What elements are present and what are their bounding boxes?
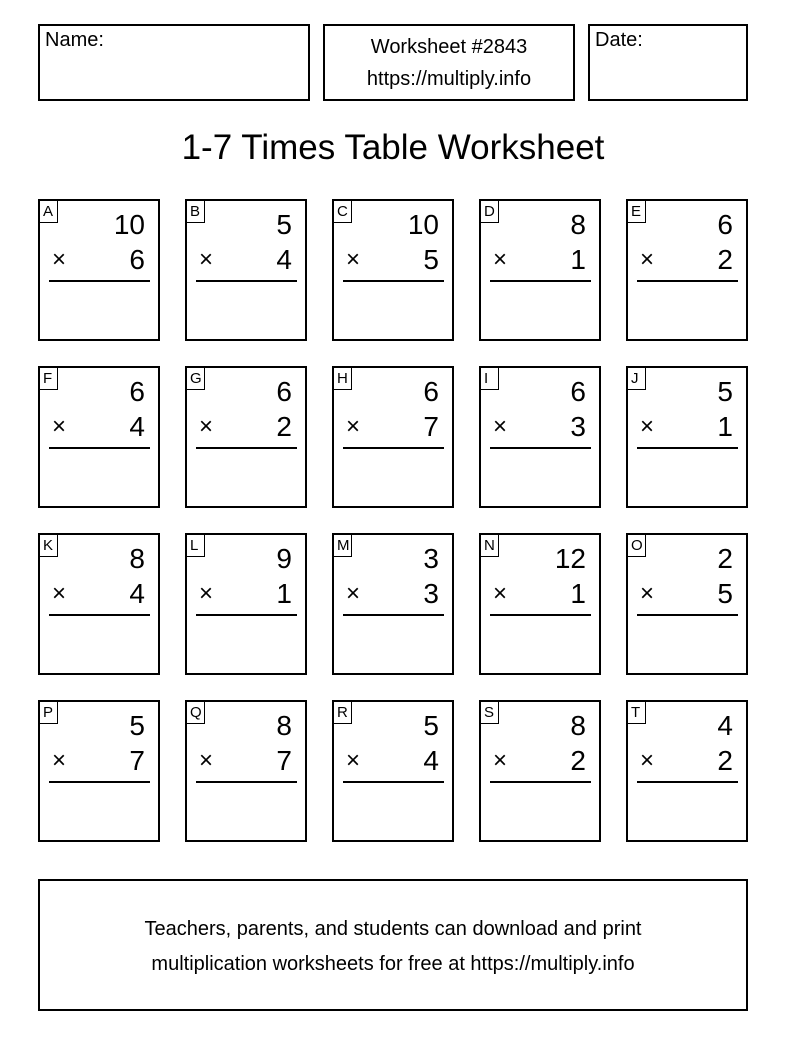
worksheet-url: https://multiply.info [366,68,532,90]
multiplier: 7 [423,411,439,442]
multiplier: 5 [423,244,439,275]
multiplier: 2 [276,411,292,442]
multiplier: 7 [129,745,145,776]
problem-card[interactable] [626,533,748,675]
answer-line [196,447,297,449]
problem-card[interactable] [332,533,454,675]
problem-label: S [480,701,499,724]
answer-line [343,280,444,282]
problem-card[interactable] [479,366,601,508]
multiply-sign: × [493,246,508,273]
answer-line [490,614,591,616]
problem-card[interactable] [626,199,748,341]
answer-line [49,781,150,783]
multiply-sign: × [493,413,508,440]
answer-line [637,781,738,783]
answer-line [490,280,591,282]
answer-line [637,614,738,616]
multiplier: 2 [717,745,733,776]
multiplier: 1 [276,578,292,609]
multiplicand: 3 [423,543,439,574]
problem-card[interactable] [185,199,307,341]
problem-card[interactable] [38,366,160,508]
multiplier: 6 [129,244,145,275]
problem-label: M [333,534,352,557]
answer-line [49,280,150,282]
answer-line [49,447,150,449]
multiply-sign: × [199,413,214,440]
problem-label: O [627,534,646,557]
multiplicand: 10 [407,209,439,240]
problem-card[interactable] [38,199,160,341]
problem-card[interactable] [479,700,601,842]
problem-label: T [627,701,646,724]
problem-label: N [480,534,499,557]
answer-line [637,447,738,449]
multiply-sign: × [640,413,655,440]
multiplier: 1 [570,578,586,609]
problem-label: H [333,367,352,390]
answer-line [343,781,444,783]
problem-card[interactable] [479,533,601,675]
footer-box [38,879,748,1011]
multiplier: 4 [276,244,292,275]
problem-label: R [333,701,352,724]
problem-card[interactable] [479,199,601,341]
multiplicand: 6 [423,376,439,407]
problem-card[interactable] [626,700,748,842]
multiplicand: 9 [276,543,292,574]
multiplier: 1 [717,411,733,442]
footer-text-line-1: Teachers, parents, and students can download and print [144,918,642,940]
answer-line [196,280,297,282]
date-label: Date: [595,29,643,51]
multiplicand: 2 [717,543,733,574]
multiply-sign: × [199,580,214,607]
problem-card[interactable] [38,700,160,842]
answer-line [196,781,297,783]
problem-label: F [39,367,58,390]
multiply-sign: × [52,246,67,273]
multiplier: 3 [423,578,439,609]
problem-card[interactable] [332,366,454,508]
answer-line [343,614,444,616]
problem-card[interactable] [185,533,307,675]
answer-line [637,280,738,282]
problem-label: K [39,534,58,557]
problem-card[interactable] [332,199,454,341]
footer-text-line-2: multiplication worksheets for free at https://multiply.info [151,953,635,975]
multiplier: 4 [129,578,145,609]
multiplicand: 8 [570,710,586,741]
multiplier: 1 [570,244,586,275]
worksheet-number: Worksheet #2843 [370,36,528,58]
answer-line [490,447,591,449]
problem-label: C [333,200,352,223]
multiply-sign: × [346,580,361,607]
multiplier: 4 [423,745,439,776]
multiplicand: 12 [554,543,586,574]
problem-label: D [480,200,499,223]
multiply-sign: × [199,747,214,774]
multiplicand: 6 [570,376,586,407]
problem-label: J [627,367,646,390]
problem-label: I [480,367,499,390]
multiplicand: 6 [129,376,145,407]
multiplier: 4 [129,411,145,442]
answer-line [49,614,150,616]
problem-label: Q [186,701,205,724]
multiplier: 5 [717,578,733,609]
multiply-sign: × [346,413,361,440]
multiplier: 7 [276,745,292,776]
multiply-sign: × [640,747,655,774]
answer-line [343,447,444,449]
answer-line [196,614,297,616]
problem-label: L [186,534,205,557]
multiplicand: 8 [129,543,145,574]
problem-label: E [627,200,646,223]
multiplicand: 10 [113,209,145,240]
date-field-box[interactable] [588,24,748,101]
multiplier: 2 [570,745,586,776]
problem-card[interactable] [332,700,454,842]
problem-label: A [39,200,58,223]
problem-label: G [186,367,205,390]
multiply-sign: × [52,413,67,440]
multiplicand: 6 [276,376,292,407]
multiply-sign: × [52,580,67,607]
name-label: Name: [45,29,104,51]
multiplicand: 5 [276,209,292,240]
multiply-sign: × [346,246,361,273]
multiplicand: 8 [570,209,586,240]
multiplicand: 5 [129,710,145,741]
multiply-sign: × [640,580,655,607]
name-field-box[interactable] [38,24,310,101]
problem-label: P [39,701,58,724]
problem-card[interactable] [185,366,307,508]
worksheet-info-box [323,24,575,101]
multiplicand: 4 [717,710,733,741]
answer-line [490,781,591,783]
multiply-sign: × [52,747,67,774]
multiply-sign: × [640,246,655,273]
multiplicand: 5 [717,376,733,407]
multiply-sign: × [346,747,361,774]
problem-label: B [186,200,205,223]
multiplicand: 5 [423,710,439,741]
problem-card[interactable] [38,533,160,675]
multiplicand: 6 [717,209,733,240]
multiply-sign: × [493,747,508,774]
multiplicand: 8 [276,710,292,741]
multiply-sign: × [199,246,214,273]
multiplier: 3 [570,411,586,442]
multiplier: 2 [717,244,733,275]
page-title: 1-7 Times Table Worksheet [181,128,605,167]
problem-card[interactable] [185,700,307,842]
problem-card[interactable] [626,366,748,508]
multiply-sign: × [493,580,508,607]
